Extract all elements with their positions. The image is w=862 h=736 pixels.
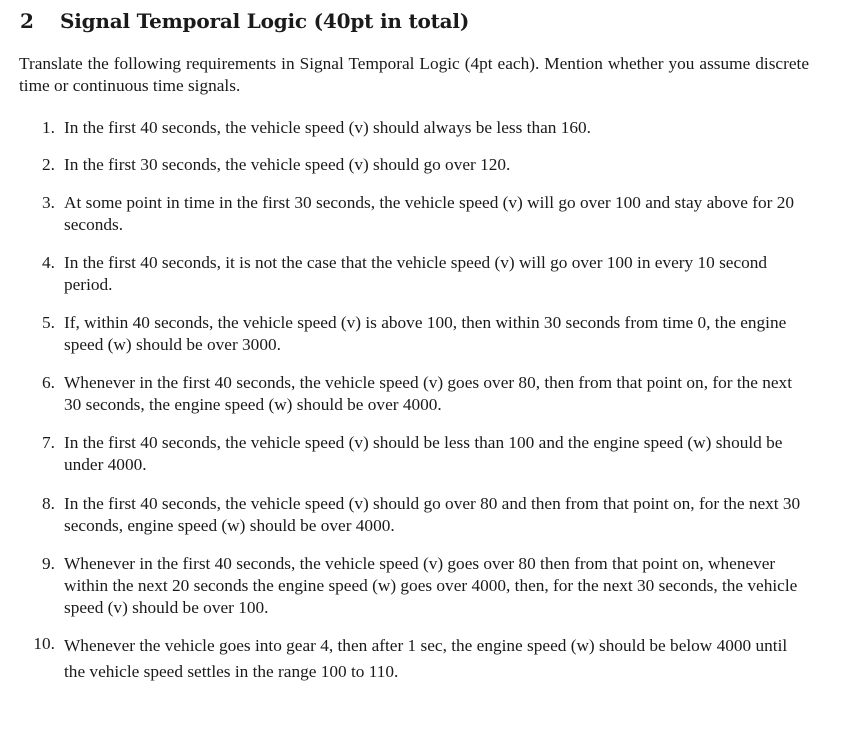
requirement-text: In the first 40 seconds, the vehicle speed (v) should go over 80 and then from that point on, for the next 30 seconds, engine speed (w) should be over 4000. [64,494,801,535]
requirement-text: In the first 30 seconds, the vehicle speed (v) should go over 120. [64,155,511,174]
requirement-item [0,553,820,619]
requirement-text: Whenever the vehicle goes into gear 4, then after 1 sec, the engine speed (w) should be below 4000 until the vehicle speed settles in the range 100 to 110. [64,636,788,681]
requirement-item [0,372,820,416]
requirement-number: 1. [42,118,55,137]
requirement-number: 7. [42,433,55,452]
requirement-text: Whenever in the first 40 seconds, the vehicle speed (v) goes over 80, then from that point on, for the next 30 seconds, the engine speed (w) should be over 4000. [64,373,792,414]
requirement-text: In the first 40 seconds, the vehicle speed (v) should be less than 100 and the engine speed (w) should be under 4000. [64,433,783,474]
requirement-text: Whenever in the first 40 seconds, the vehicle speed (v) goes over 80 then from that point on, whenever within the next 20 seconds the engine speed (w) goes over 4000, then, for the next 30 seconds, the vehicle speed (v) should be over 100. [64,554,798,617]
requirement-number: 6. [42,373,55,392]
requirement-number: 5. [42,313,55,332]
requirement-item [0,633,820,685]
requirement-number: 8. [42,494,55,513]
section-title: Signal Temporal Logic (40pt in total) [60,9,470,33]
intro-paragraph: Translate the following requirements in Signal Temporal Logic (4pt each). Mention whether you assume discrete time or continuous time signals. [19,54,809,95]
requirement-number: 10. [33,634,55,653]
requirement-text: In the first 40 seconds, the vehicle speed (v) should always be less than 160. [64,118,591,137]
requirement-text: If, within 40 seconds, the vehicle speed (v) is above 100, then within 30 seconds from time 0, the engine speed (w) should be over 3000. [64,313,787,354]
requirement-item [0,192,820,236]
requirement-text: In the first 40 seconds, it is not the case that the vehicle speed (v) will go over 100 in every 10 second period. [64,253,768,294]
requirement-item [0,312,820,356]
section-heading [20,6,469,36]
requirement-number: 3. [42,193,55,212]
requirement-number: 2. [42,155,55,174]
section-number: 2 [20,9,34,33]
requirement-number: 9. [42,554,55,573]
requirement-item [0,493,820,537]
requirement-item [0,154,820,176]
requirement-item [0,117,820,139]
requirement-number: 4. [42,253,55,272]
requirement-item [0,252,820,296]
requirement-item [0,432,820,476]
requirement-text: At some point in time in the first 30 seconds, the vehicle speed (v) will go over 100 and stay above for 20 seconds. [64,193,794,234]
